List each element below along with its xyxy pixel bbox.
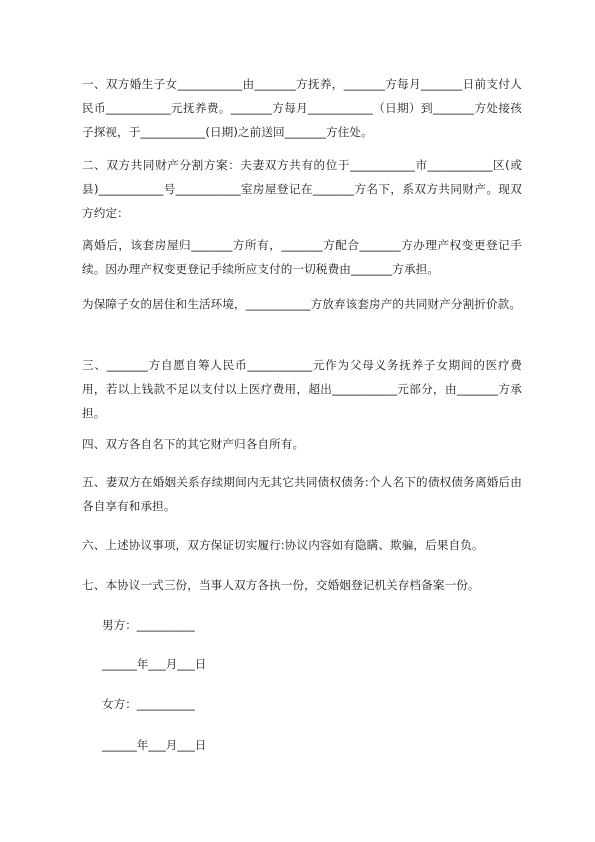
clause-performance: 六、上述协议事项，双方保证切实履行:协议内容如有隐瞒、欺骗，后果自负。: [82, 538, 484, 552]
clause-medical-expenses: 三、_______方自愿自筹人民币___________元作为父母义务抚养子女期间的医疗费用，若以上钱款不足以支付以上医疗费用，超出___________元部分，由_______方承担。: [82, 358, 522, 420]
clause-debts: 五、妻双方在婚姻关系存续期间内无其它共同债权债务:个人名下的债权债务离婚后由各自享有和承担。: [82, 475, 522, 513]
clause-copies: 七、本协议一式三份，当事人双方各执一份，交婚姻登记机关存档备案一份。: [82, 578, 480, 592]
female-date-line: ______年___月___日: [102, 738, 207, 752]
clause-waive-compensation: 为保障子女的居住和生活环境，___________方放弃该套房产的共同财产分割折价款。: [82, 297, 522, 311]
clause-property-division: 二、双方共同财产分割方案：夫妻双方共有的位于___________市___________区(或县)___________号___________室房屋登记在_______方名下，系双方共同财产。现双方约定：: [82, 158, 522, 220]
male-signature-line: 男方：__________: [102, 618, 195, 632]
clause-separate-property: 四、双方各自名下的其它财产归各自所有。: [82, 437, 305, 451]
female-signature-line: 女方：__________: [102, 697, 195, 711]
male-date-line: ______年___月___日: [102, 657, 207, 671]
clause-house-ownership: 离婚后，该套房屋归_______方所有，_______方配合_______方办理产权变更登记手续。因办理产权变更登记手续所应支付的一切税费由_______方承担。: [82, 238, 522, 276]
clause-child-custody: 一、双方婚生子女___________由_______方抚养，_______方每月_______日前支付人民币___________元抚养费。_______方每月___________（日期）到_______方处接孩子探视，于___________(日期)之前送回_______方住处。: [82, 77, 522, 139]
